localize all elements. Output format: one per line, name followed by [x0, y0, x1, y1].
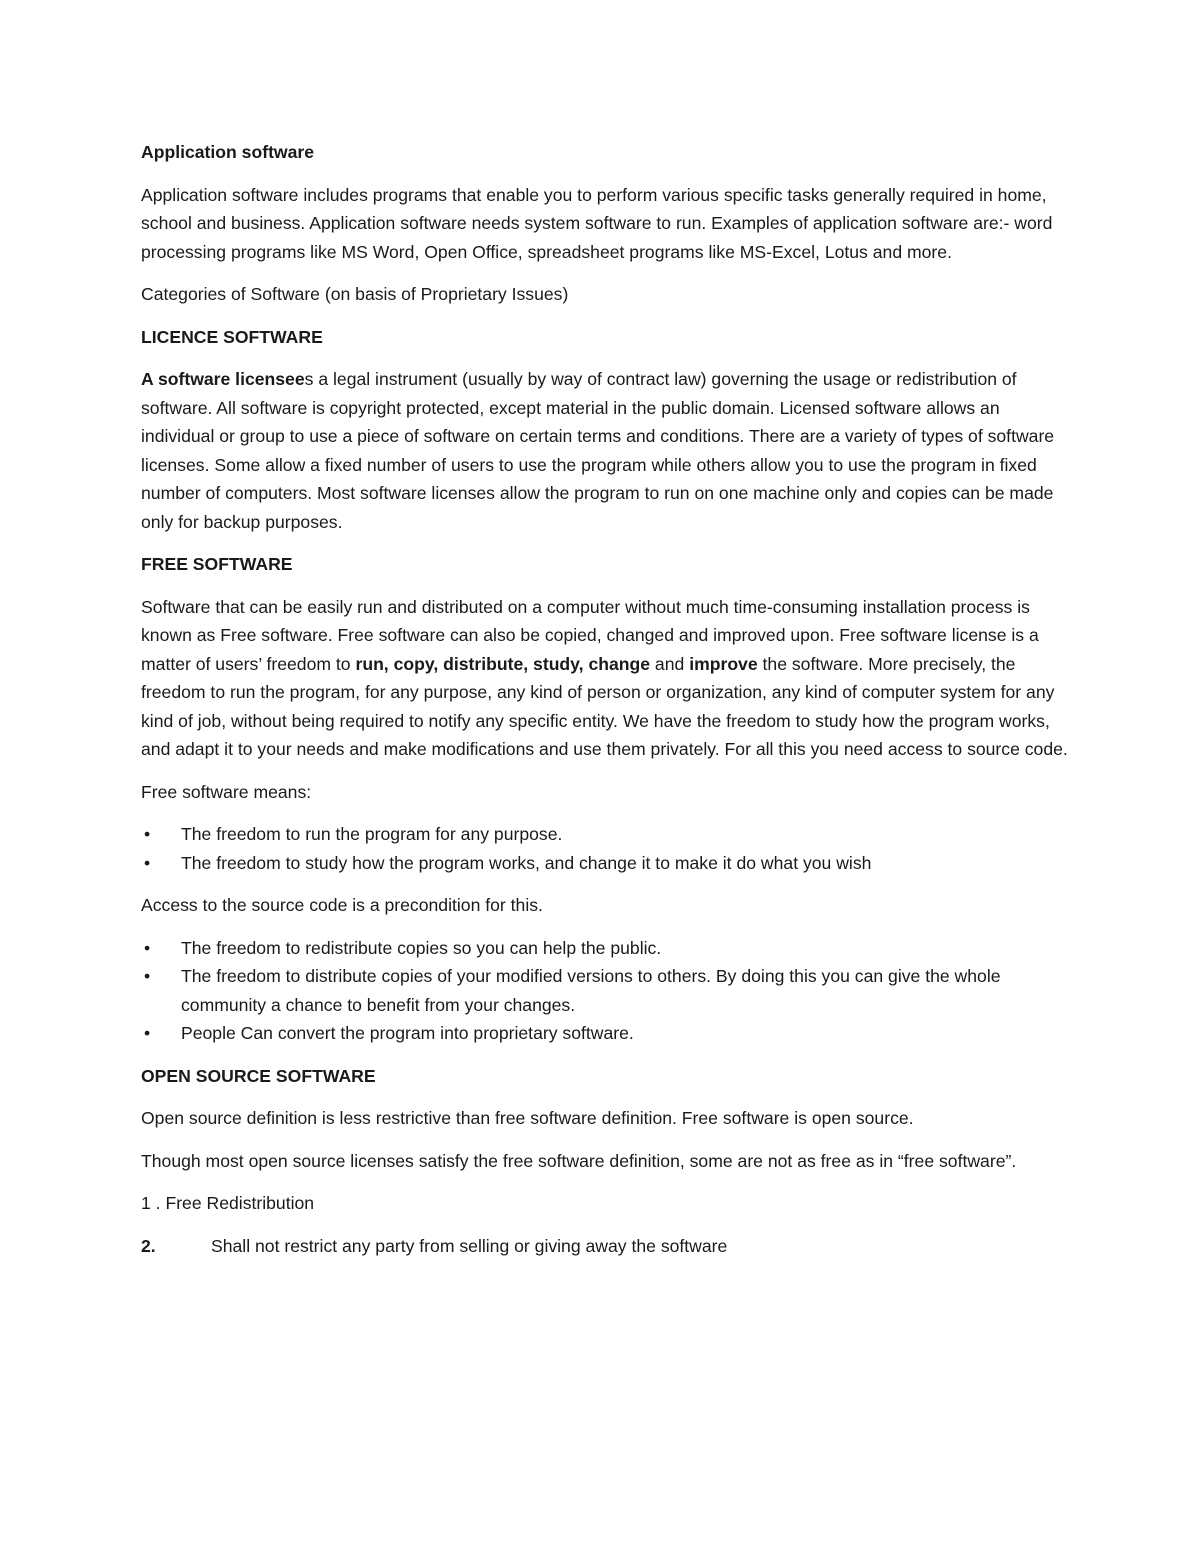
free-text-and: and [650, 653, 690, 674]
list-item: • The freedom to study how the program works, and change it to make it do what you wish [141, 849, 1071, 878]
intro-paragraph: Application software includes programs that enable you to perform various specific tasks generally required in home, school and business. Application software needs system software to run. Examples of application software are:- word processing programs like MS Word, Open Office, spreadsheet programs like MS-Excel, Lotus and more. [141, 184, 1053, 262]
document-page [141, 138, 1071, 1274]
open-source-heading: OPEN SOURCE SOFTWARE [141, 1065, 376, 1086]
free-paragraph [141, 593, 1071, 764]
free-text-a: Software that can be easily run and distributed on a computer without much time-consuming installation process is known as Free software. Free software can also be copied, changed and improved upon. Free software license is a matter of users’ freedom to [141, 596, 1039, 674]
list-item: • People Can convert the program into proprietary software. [141, 1019, 1071, 1048]
licence-heading: LICENCE SOFTWARE [141, 326, 323, 347]
free-heading: FREE SOFTWARE [141, 554, 293, 574]
free-freedoms-bold: run, copy, distribute, study, change [355, 653, 651, 674]
categories-heading: Categories of Software (on basis of Proprietary Issues) [141, 284, 569, 304]
licence-lead: A software licensee [141, 369, 305, 389]
licence-body: s a legal instrument (usually by way of contract law) governing the usage or redistribution of software. All software is copyright protected, except material in the public domain. Licensed software allows an individual or group to use a piece of software on certain terms and conditions. There are a variety of types of software licenses. Some allow a fixed number of users to use the program while others allow you to use the program in fixed number of computers. Most software licenses allow the program to run on one machine only and copies can be made only for backup purposes. [141, 369, 1055, 532]
list-item: • The freedom to run the program for any purpose. [141, 820, 1071, 849]
free-text-b: the software. More precisely, the freedom to run the program, for any purpose, any kind of person or organization, any kind of computer system for any kind of job, without being required to notify any specific entity. We have the freedom to study how the program works, and adapt it to your needs and make modifications and use them privately. For all this you need access to source code. [141, 653, 1068, 759]
open-source-paragraph-2: Though most open source licenses satisfy the free software definition, some are not as free as in “free software”. [141, 1150, 1017, 1171]
numbered-item-2 [141, 1232, 1071, 1261]
page-title: Application software [141, 142, 315, 162]
list-item: • The freedom to distribute copies of your modified versions to others. By doing this you can give the whole community a chance to benefit from your changes. [141, 962, 1071, 1019]
bullet-icon: • [144, 937, 151, 958]
numbered-item-1: 1 . Free Redistribution [141, 1193, 315, 1213]
freedom-list-2 [141, 934, 1071, 1048]
bullet-icon: • [144, 852, 151, 873]
open-source-paragraph-1: Open source definition is less restrictive than free software definition. Free software is open source. [141, 1108, 914, 1128]
freedom-list-1 [141, 820, 1071, 877]
list-item: • The freedom to redistribute copies so you can help the public. [141, 934, 1071, 963]
licence-paragraph [141, 365, 1071, 536]
bullet-icon: • [144, 966, 151, 986]
bullet-icon: • [144, 824, 151, 844]
free-means-label: Free software means: [141, 781, 312, 802]
access-paragraph: Access to the source code is a precondition for this. [141, 895, 543, 915]
free-improve-bold: improve [689, 653, 758, 674]
item-text: Shall not restrict any party from selling or giving away the software [211, 1235, 728, 1256]
bullet-icon: • [144, 1023, 151, 1043]
item-number: 2. [141, 1235, 156, 1256]
